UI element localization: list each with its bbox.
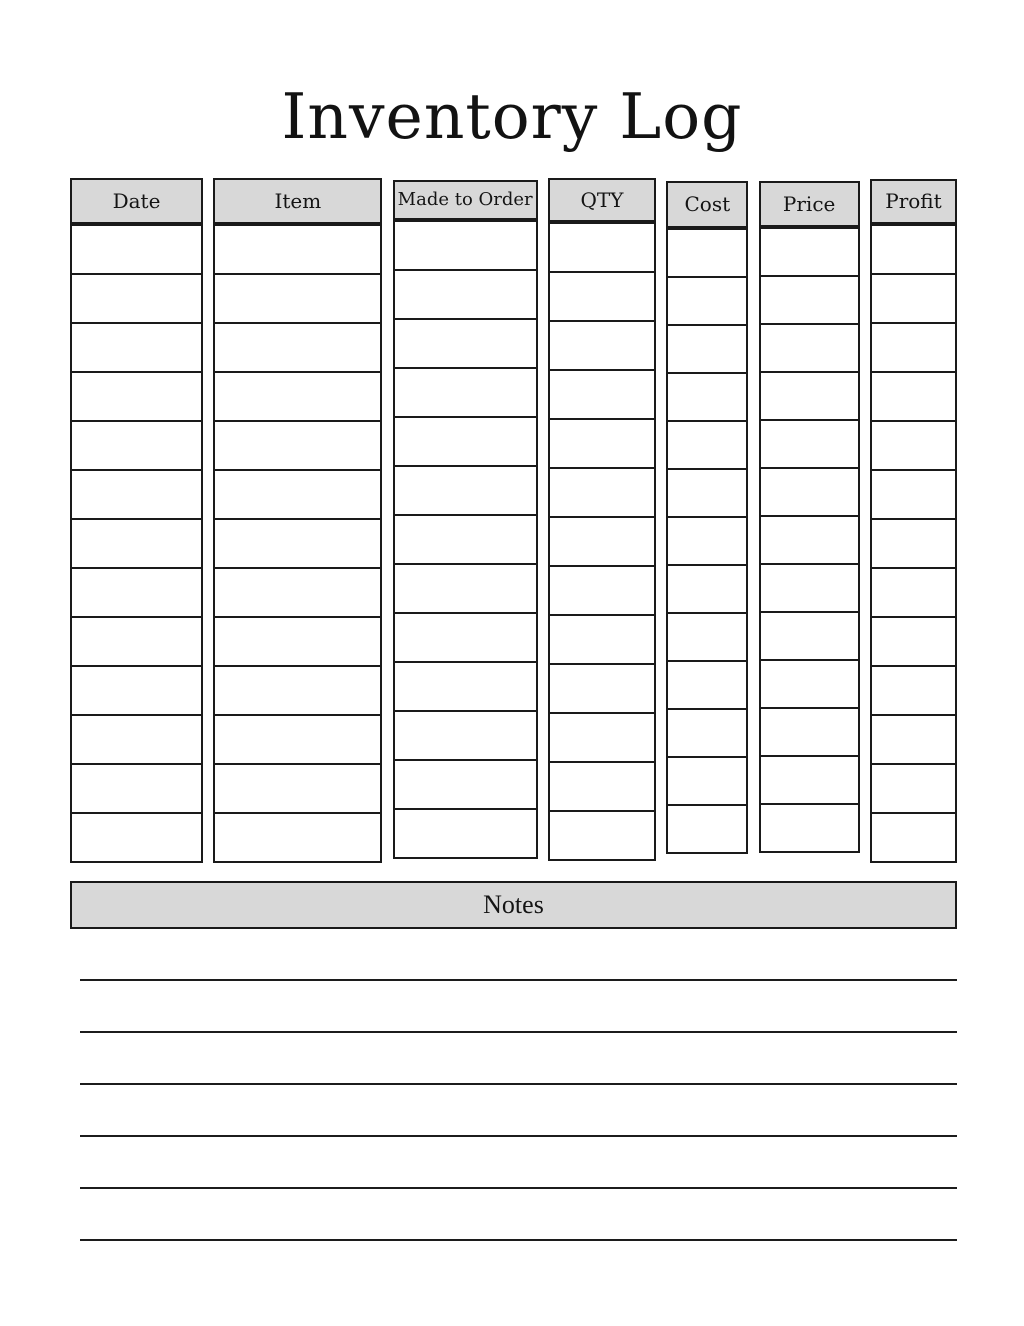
qty-cell[interactable] (548, 663, 656, 712)
column-header-profit: Profit (870, 179, 957, 224)
price-cell[interactable] (759, 707, 860, 755)
column-body-price (759, 227, 860, 853)
date-cell[interactable] (70, 812, 203, 861)
made-to-order-cell[interactable] (393, 612, 538, 661)
date-cell[interactable] (70, 665, 203, 714)
column-header-cost: Cost (666, 181, 748, 228)
item-cell[interactable] (213, 224, 382, 273)
note-line[interactable] (80, 1085, 957, 1137)
item-cell[interactable] (213, 273, 382, 322)
notes-writing-area (80, 929, 957, 1241)
item-cell[interactable] (213, 518, 382, 567)
qty-cell[interactable] (548, 369, 656, 418)
qty-cell[interactable] (548, 418, 656, 467)
page-title: Inventory Log (281, 80, 743, 153)
date-cell[interactable] (70, 763, 203, 812)
cost-cell[interactable] (666, 276, 748, 324)
column-qty (548, 178, 656, 861)
profit-cell[interactable] (870, 763, 957, 812)
column-profit (870, 179, 957, 863)
profit-cell[interactable] (870, 567, 957, 616)
qty-cell[interactable] (548, 565, 656, 614)
item-cell[interactable] (213, 812, 382, 861)
note-line[interactable] (80, 1189, 957, 1241)
qty-cell[interactable] (548, 761, 656, 810)
profit-cell[interactable] (870, 616, 957, 665)
item-cell[interactable] (213, 763, 382, 812)
made-to-order-cell[interactable] (393, 563, 538, 612)
column-header-item: Item (213, 178, 382, 224)
column-item (213, 178, 382, 863)
cost-cell[interactable] (666, 612, 748, 660)
cost-cell[interactable] (666, 468, 748, 516)
price-cell[interactable] (759, 611, 860, 659)
cost-cell[interactable] (666, 228, 748, 276)
made-to-order-cell[interactable] (393, 759, 538, 808)
cost-cell[interactable] (666, 756, 748, 804)
column-header-qty: QTY (548, 178, 656, 222)
column-body-qty (548, 222, 656, 861)
profit-cell[interactable] (870, 273, 957, 322)
profit-cell[interactable] (870, 420, 957, 469)
note-line[interactable] (80, 1137, 957, 1189)
inventory-table (70, 178, 957, 863)
column-price (759, 181, 860, 853)
date-cell[interactable] (70, 714, 203, 763)
column-date (70, 178, 203, 863)
cost-cell[interactable] (666, 564, 748, 612)
profit-cell[interactable] (870, 469, 957, 518)
price-cell[interactable] (759, 563, 860, 611)
date-cell[interactable] (70, 567, 203, 616)
made-to-order-cell[interactable] (393, 416, 538, 465)
price-cell[interactable] (759, 275, 860, 323)
date-cell[interactable] (70, 518, 203, 567)
qty-cell[interactable] (548, 712, 656, 761)
profit-cell[interactable] (870, 665, 957, 714)
cost-cell[interactable] (666, 324, 748, 372)
profit-cell[interactable] (870, 518, 957, 567)
item-cell[interactable] (213, 567, 382, 616)
profit-cell[interactable] (870, 812, 957, 861)
column-body-cost (666, 228, 748, 854)
profit-cell[interactable] (870, 714, 957, 763)
made-to-order-cell[interactable] (393, 661, 538, 710)
price-cell[interactable] (759, 371, 860, 419)
price-cell[interactable] (759, 515, 860, 563)
profit-cell[interactable] (870, 322, 957, 371)
item-cell[interactable] (213, 665, 382, 714)
item-cell[interactable] (213, 371, 382, 420)
item-cell[interactable] (213, 714, 382, 763)
qty-cell[interactable] (548, 222, 656, 271)
cost-cell[interactable] (666, 708, 748, 756)
qty-cell[interactable] (548, 320, 656, 369)
made-to-order-cell[interactable] (393, 269, 538, 318)
made-to-order-cell[interactable] (393, 367, 538, 416)
qty-cell[interactable] (548, 614, 656, 663)
date-cell[interactable] (70, 371, 203, 420)
price-cell[interactable] (759, 659, 860, 707)
made-to-order-cell[interactable] (393, 220, 538, 269)
profit-cell[interactable] (870, 224, 957, 273)
note-line[interactable] (80, 929, 957, 981)
made-to-order-cell[interactable] (393, 808, 538, 857)
date-cell[interactable] (70, 469, 203, 518)
item-cell[interactable] (213, 616, 382, 665)
price-cell[interactable] (759, 755, 860, 803)
column-header-price: Price (759, 181, 860, 227)
date-cell[interactable] (70, 273, 203, 322)
price-cell[interactable] (759, 803, 860, 851)
made-to-order-cell[interactable] (393, 710, 538, 759)
item-cell[interactable] (213, 469, 382, 518)
column-body-item (213, 224, 382, 863)
qty-cell[interactable] (548, 516, 656, 565)
made-to-order-cell[interactable] (393, 465, 538, 514)
qty-cell[interactable] (548, 810, 656, 859)
price-cell[interactable] (759, 467, 860, 515)
date-cell[interactable] (70, 224, 203, 273)
price-cell[interactable] (759, 227, 860, 275)
column-body-profit (870, 224, 957, 863)
column-body-made-to-order (393, 220, 538, 859)
column-cost (666, 181, 748, 854)
notes-header (70, 881, 957, 929)
date-cell[interactable] (70, 616, 203, 665)
qty-cell[interactable] (548, 467, 656, 516)
qty-cell[interactable] (548, 271, 656, 320)
price-cell[interactable] (759, 419, 860, 467)
made-to-order-cell[interactable] (393, 514, 538, 563)
notes-header-label: Notes (483, 889, 544, 919)
item-cell[interactable] (213, 420, 382, 469)
cost-cell[interactable] (666, 660, 748, 708)
item-cell[interactable] (213, 322, 382, 371)
profit-cell[interactable] (870, 371, 957, 420)
column-body-date (70, 224, 203, 863)
made-to-order-cell[interactable] (393, 318, 538, 367)
note-line[interactable] (80, 981, 957, 1033)
column-header-date: Date (70, 178, 203, 224)
cost-cell[interactable] (666, 516, 748, 564)
date-cell[interactable] (70, 420, 203, 469)
cost-cell[interactable] (666, 372, 748, 420)
column-header-made-to-order: Made to Order (393, 180, 538, 220)
price-cell[interactable] (759, 323, 860, 371)
note-line[interactable] (80, 1033, 957, 1085)
cost-cell[interactable] (666, 804, 748, 852)
cost-cell[interactable] (666, 420, 748, 468)
column-made-to-order (393, 180, 538, 859)
content-area (70, 178, 957, 1241)
date-cell[interactable] (70, 322, 203, 371)
